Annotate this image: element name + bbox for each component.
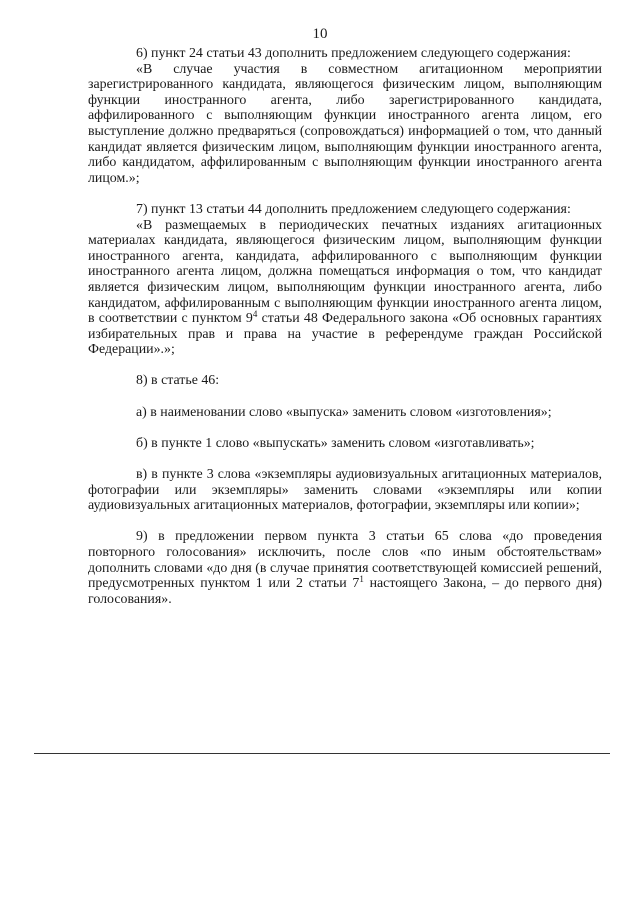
paragraph-spacer (88, 358, 602, 374)
subitem-8a: а) в наименовании слово «выпуска» заменить словом «изготовления»; (136, 404, 552, 420)
page-number: 10 (312, 26, 328, 42)
paragraph-spacer (88, 451, 602, 467)
quoted-amendment-6: «В случае участия в совместном агитационном мероприятии зарегистрированного кандидата, являющегося физическим лицом, выполняющим функции иностранного агента, либо зарегистрированного кандидата, аффилированного с выполняющим функции иностранного агента лицом, его выступление должно предваряться (сопровождаться) информацией о том, что данный кандидат является физическим лицом, выполняющим функции иностранного агента, либо кандидатом, аффилированным с выполняющим функции иностранного агента лицом.»; (88, 61, 602, 186)
paragraph-spacer (88, 186, 602, 202)
quoted-amendment-7-part-a: «В размещаемых в периодических печатных изданиях агитационных материалах кандидата, являющегося физическим лицом, выполняющим функции иностранного агента, кандидата, аффилированного с выполняющим функции иностранного агента лицом, должна помещаться информация о том, что кандидат является физическим лицом, выполняющим функции иностранного агента, либо кандидатом, аффилированным с выполняющим функции иностранного агента лицом, в соответствии с пунктом 9 (88, 217, 602, 327)
paragraph-item-9 (88, 529, 602, 607)
subitem-8b: б) в пункте 1 слово «выпускать» заменить словом «изготавливать»; (136, 435, 535, 451)
paragraph-spacer (88, 420, 602, 436)
paragraph-item-6: 6) пункт 24 статьи 43 дополнить предложением следующего содержания: (136, 46, 571, 61)
paragraph-spacer (88, 389, 602, 405)
paragraph-item-9-part-b: настоящего Закона, – до первого дня) голосования». (88, 576, 602, 607)
paragraph-spacer (88, 514, 602, 530)
subitem-8c: в) в пункте 3 слова «экземпляры аудиовизуальных агитационных материалов, фотографии или экземпляры» заменить словами «экземпляры или копии аудиовизуальных агитационных материалов, фотографии, экземпляры или копии»; (88, 467, 602, 514)
paragraph-item-9-part-a: 9) в предложении первом пункта 3 статьи 65 слова «до проведения повторного голосования» исключить, после слов «по иным обстоятельствам» дополнить словами «до дня (в случае принятия соответствующей комиссией решений, предусмотренных пунктом 1 или 2 статьи 7 (88, 529, 602, 592)
footer-divider (34, 753, 610, 754)
superscript-4: 4 (252, 309, 258, 320)
paragraph-item-8: 8) в статье 46: (136, 373, 220, 389)
quoted-amendment-7-part-b: статьи 48 Федерального закона «Об основных гарантиях избирательных прав и права на участие в референдуме граждан Российской Федерации».»; (88, 311, 602, 358)
superscript-1: 1 (359, 574, 364, 585)
quoted-amendment-7 (88, 218, 602, 358)
paragraph-item-7: 7) пункт 13 статьи 44 дополнить предложением следующего содержания: (136, 201, 571, 217)
document-body (88, 46, 602, 607)
